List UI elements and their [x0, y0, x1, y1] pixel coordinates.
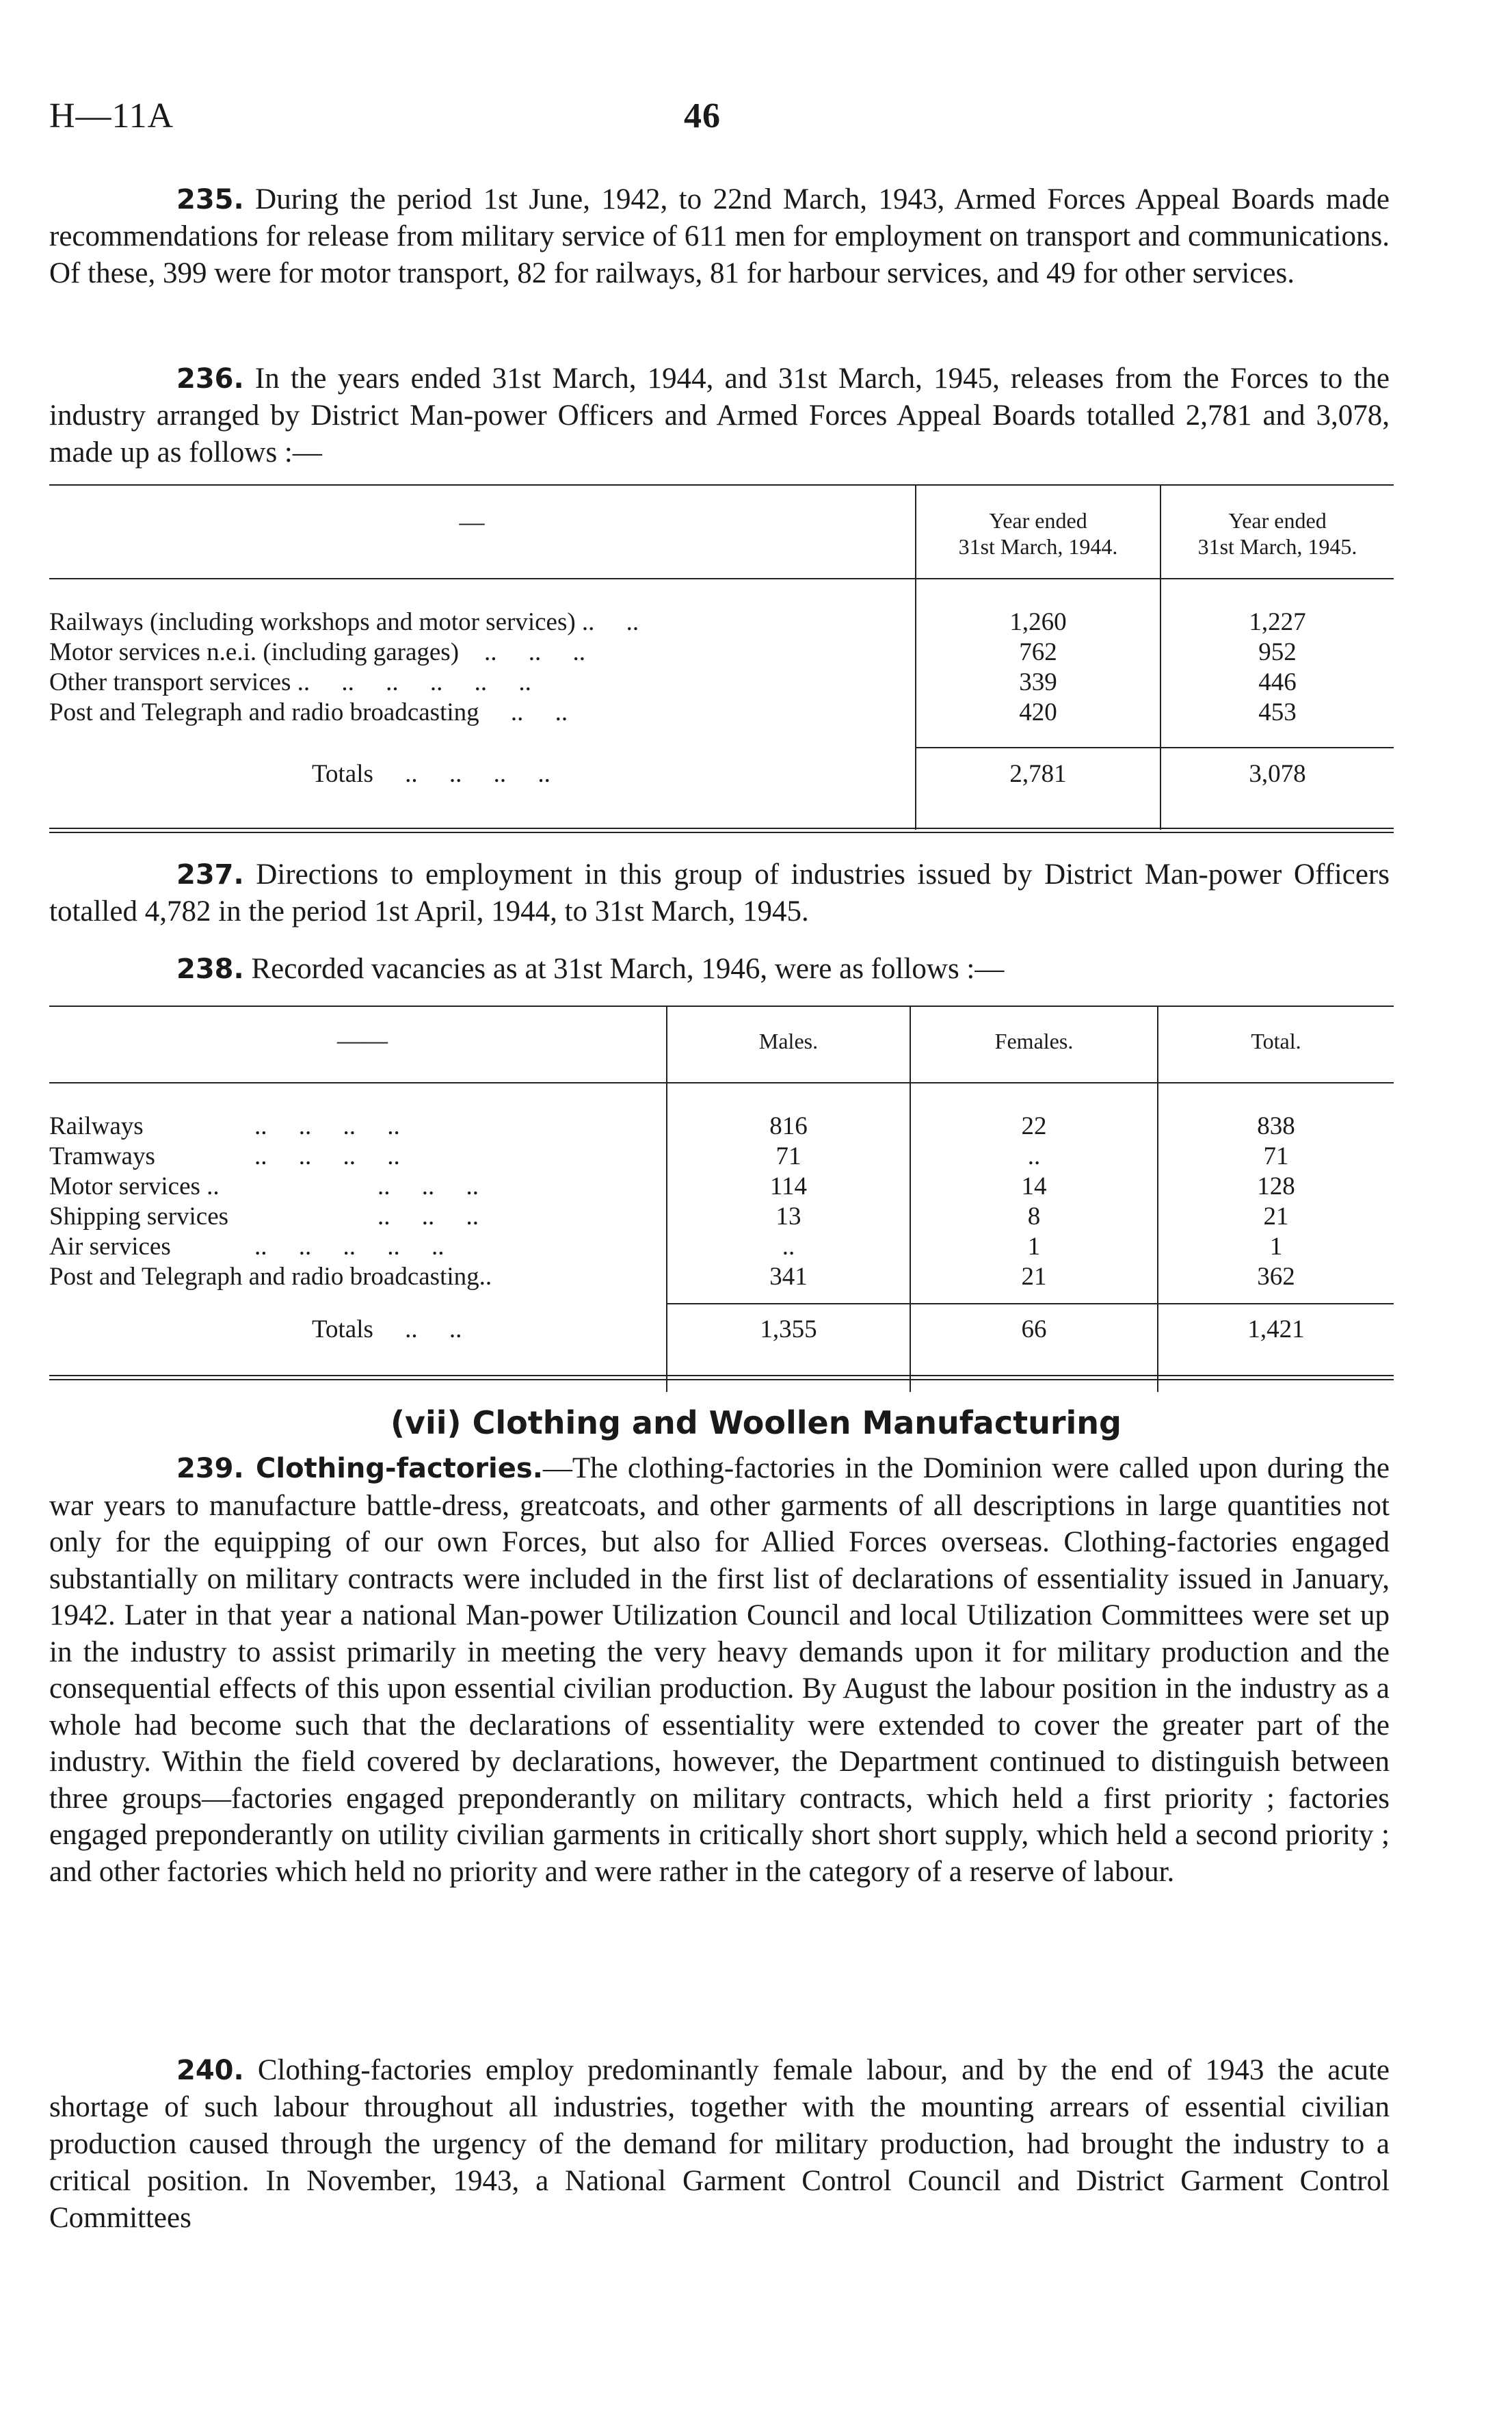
value-males: 13: [775, 1203, 801, 1231]
totals-rule: [666, 1303, 1394, 1304]
row-label: Railways: [49, 1112, 144, 1140]
paragraph-text: In the years ended 31st March, 1944, and 31st March, 1945, releases from the Forces to the industry arranged by District Man-power Officers and Armed Forces Appeal Boards totalled 2,781 and 3,078, made up as follows :—: [49, 363, 1390, 469]
table-top-rule: [49, 484, 1394, 486]
table-row-label: Other transport services .. .. .. .. .. ..: [49, 668, 531, 696]
value-total: 1: [1269, 1233, 1283, 1261]
paragraph-238: [49, 951, 1390, 988]
value-1945: 952: [1258, 638, 1297, 666]
table-bottom-rule: [49, 828, 1394, 833]
row-label: Shipping services: [49, 1203, 229, 1231]
value-males: 816: [769, 1112, 808, 1140]
header-line: Year ended: [989, 508, 1087, 533]
totals-label: Totals .. ..: [312, 1315, 462, 1343]
totals-label: Totals .. .. .. ..: [312, 760, 551, 788]
value-females: ..: [1027, 1142, 1041, 1170]
paragraph-239: [49, 1450, 1390, 1890]
value-1944: 339: [1019, 668, 1057, 696]
total-females: 66: [1021, 1315, 1047, 1343]
paragraph-text: Clothing-factories employ predominantly female labour, and by the end of 1943 the acute shortage of such labour throughout all industries, together with the mounting arrears of essential civilian production caused through the urgency of the demand for military production, had brought the industry to a critical position. In November, 1943, a National Garment Control Council and District Garment Control Committees: [49, 2054, 1390, 2234]
value-1944: 420: [1019, 698, 1057, 726]
column-header-1945: [1161, 508, 1394, 560]
value-1944: 762: [1019, 638, 1057, 666]
table-row-label: Railways (including workshops and motor services) .. ..: [49, 608, 639, 636]
total-1944: 2,781: [1009, 760, 1067, 788]
column-header-females: Females.: [994, 1029, 1074, 1053]
column-header-total: Total.: [1251, 1029, 1301, 1053]
section-heading: (vii) Clothing and Woollen Manufacturing: [390, 1404, 1122, 1441]
paragraph-number: 240.: [176, 2055, 244, 2086]
value-1945: 1,227: [1249, 608, 1306, 636]
total-1945: 3,078: [1249, 760, 1306, 788]
table-row: [49, 1202, 665, 1232]
paragraph-number: 236.: [176, 363, 244, 395]
paragraph-text: Recorded vacancies as at 31st March, 1946, were as follows :—: [243, 953, 1005, 985]
value-1945: 453: [1258, 698, 1297, 726]
value-total: 128: [1257, 1172, 1295, 1200]
row-label: Post and Telegraph and radio broadcasting..: [49, 1263, 492, 1291]
paragraph-237: [49, 856, 1390, 930]
column-header-1944: [916, 508, 1160, 560]
paragraph-text: —The clothing-factories in the Dominion were called upon during the war years to manufacture battle-dress, greatcoats, and other garments of all descriptions in large quantities not only for the equipping of our own Forces, but also for Allied Forces overseas. Clothing-factories engaged substantially on military contracts were included in the first list of declarations of essentiality issued in January, 1942. Later in that year a national Man-power Utilization Council and local Utilization Committees were set up in the industry to assist primarily in meeting the very heavy demands upon it for military production and the consequential effects of this upon essential civilian production. By August the labour position in the industry as a whole had become such that the declarations of essentiality were extended to cover the greater part of the industry. Within the field covered by declarations, however, the Department continued to distinguish between three groups—factories engaged preponderantly on military contracts, which held a first priority ; factories engaged preponderantly on utility civilian garments in critically short short supply, which held a second priority ; and other factories which held no priority and were rather in the category of a reserve of labour.: [49, 1452, 1390, 1888]
table-row: [49, 1112, 665, 1142]
paragraph-number: 235.: [176, 184, 244, 215]
header-line: 31st March, 1945.: [1197, 534, 1357, 559]
leader-dots: .. .. .. ..: [254, 1112, 400, 1140]
paragraph-236: [49, 360, 1390, 471]
stub-header-dash: ——: [337, 1027, 388, 1055]
value-males: 341: [769, 1263, 808, 1291]
value-females: 21: [1021, 1263, 1047, 1291]
row-label: Motor services ..: [49, 1172, 220, 1200]
table-row-label: Post and Telegraph and radio broadcasting .. ..: [49, 698, 568, 726]
header-line: Year ended: [1228, 508, 1327, 533]
paragraph-240: [49, 2052, 1390, 2237]
table-row: [49, 1172, 665, 1202]
column-header-males: Males.: [758, 1029, 819, 1053]
total-males: 1,355: [760, 1315, 817, 1343]
table-row: [49, 1232, 665, 1262]
value-1945: 446: [1258, 668, 1297, 696]
header-rule: [49, 1082, 1394, 1083]
table-top-rule: [49, 1006, 1394, 1007]
leader-dots: .. .. ..: [377, 1172, 479, 1200]
row-label: Air services: [49, 1233, 171, 1261]
value-total: 21: [1263, 1203, 1289, 1231]
paragraph-number: 238.: [176, 954, 244, 985]
table-row: [49, 1262, 665, 1292]
value-males: ..: [782, 1233, 795, 1261]
table-row: [49, 1142, 665, 1172]
value-total: 362: [1257, 1263, 1295, 1291]
totals-rule: [915, 747, 1394, 748]
table-bottom-rule: [49, 1375, 1394, 1380]
document-code: H—11A: [49, 96, 174, 135]
value-total: 838: [1257, 1112, 1295, 1140]
leader-dots: .. .. ..: [377, 1203, 479, 1231]
paragraph-number: 239. Clothing-factories.: [176, 1453, 543, 1484]
value-females: 14: [1021, 1172, 1047, 1200]
value-males: 71: [775, 1142, 801, 1170]
leader-dots: .. .. .. .. ..: [254, 1233, 445, 1261]
value-females: 1: [1027, 1233, 1041, 1261]
table-row-label: Motor services n.e.i. (including garages) .. .. ..: [49, 638, 586, 666]
stub-header-dash: —: [459, 508, 485, 536]
value-males: 114: [769, 1172, 808, 1200]
paragraph-235: [49, 181, 1390, 292]
value-females: 8: [1027, 1203, 1041, 1231]
header-line: 31st March, 1944.: [958, 534, 1118, 559]
paragraph-text: Directions to employment in this group of industries issued by District Man-power Officers totalled 4,782 in the period 1st April, 1944, to 31st March, 1945.: [49, 858, 1390, 928]
row-label: Tramways: [49, 1142, 155, 1170]
paragraph-number: 237.: [176, 859, 244, 891]
value-females: 22: [1021, 1112, 1047, 1140]
value-1944: 1,260: [1009, 608, 1067, 636]
leader-dots: .. .. .. ..: [254, 1142, 400, 1170]
value-total: 71: [1263, 1142, 1289, 1170]
total-total: 1,421: [1247, 1315, 1305, 1343]
header-rule: [49, 578, 1394, 579]
paragraph-text: During the period 1st June, 1942, to 22nd March, 1943, Armed Forces Appeal Boards made recommendations for release from military service of 611 men for employment on transport and communications. Of these, 399 were for motor transport, 82 for railways, 81 for harbour services, and 49 for other services.: [49, 183, 1390, 289]
page-number: 46: [684, 96, 721, 135]
